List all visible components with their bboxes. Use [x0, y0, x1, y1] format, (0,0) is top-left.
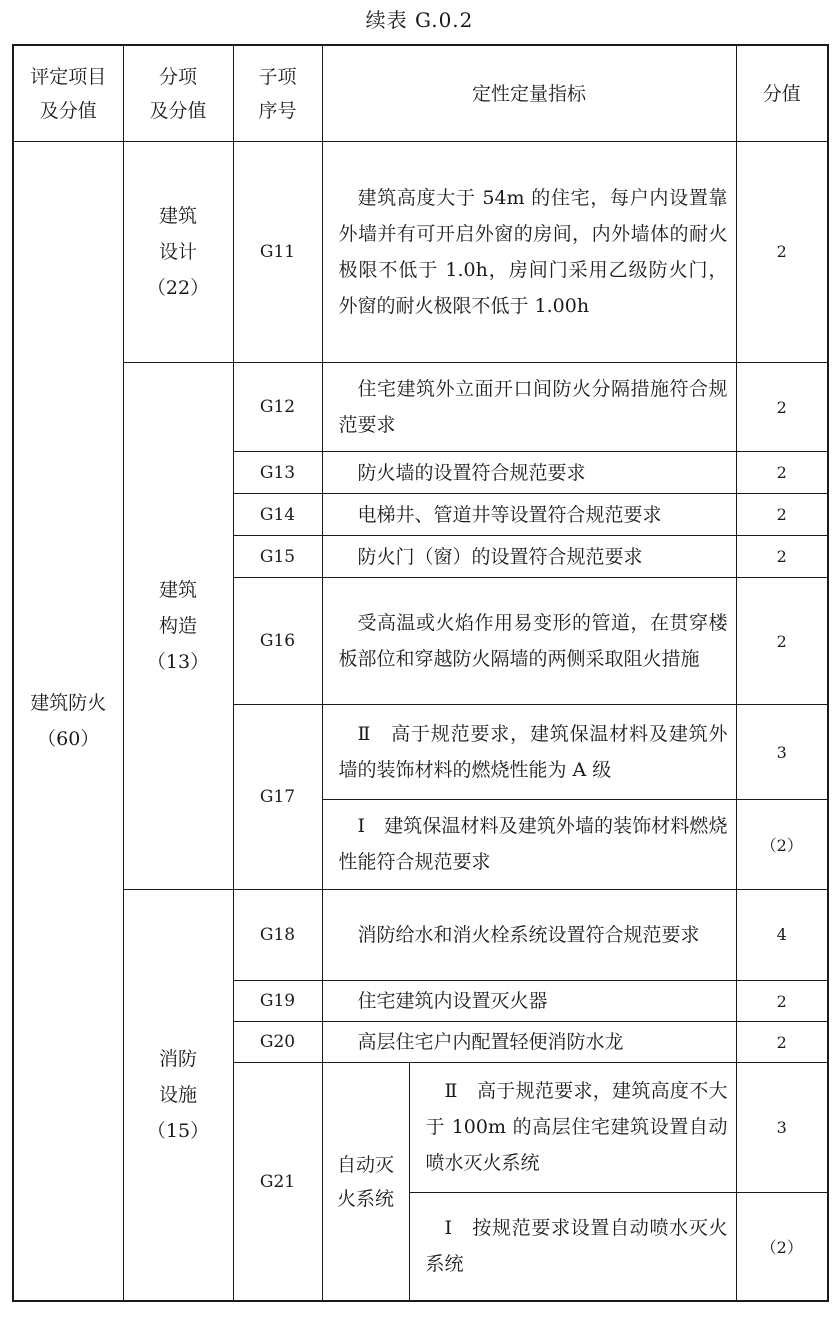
score-g17-level-1: （2） — [736, 800, 828, 889]
header-indicator: 定性定量指标 — [322, 45, 736, 142]
code-g13: G13 — [233, 452, 322, 494]
code-g20: G20 — [233, 1022, 322, 1063]
code-g17: G17 — [233, 704, 322, 889]
table-row — [13, 889, 828, 980]
score-g20: 2 — [736, 1022, 828, 1063]
indicator-g17-level-2: Ⅱ 高于规范要求，建筑保温材料及建筑外墙的装饰材料的燃烧性能为 A 级 — [322, 704, 736, 800]
indicator-g16: 受高温或火焰作用易变形的管道，在贯穿楼板部位和穿越防火隔墙的两侧采取阻火措施 — [322, 578, 736, 704]
code-g15: G15 — [233, 536, 322, 578]
g21-sublabel: 自动灭 火系统 — [322, 1063, 409, 1301]
header-seq: 子项 序号 — [233, 45, 322, 142]
indicator-g20: 高层住宅户内配置轻便消防水龙 — [322, 1022, 736, 1063]
score-g11: 2 — [736, 142, 828, 363]
item-cell: 建筑防火 （60） — [13, 142, 123, 1301]
code-g11: G11 — [233, 142, 322, 363]
code-g18: G18 — [233, 889, 322, 980]
score-g12: 2 — [736, 362, 828, 451]
indicator-g17-level-1: Ⅰ 建筑保温材料及建筑外墙的装饰材料燃烧性能符合规范要求 — [322, 800, 736, 889]
evaluation-table — [12, 44, 829, 1302]
code-g12: G12 — [233, 362, 322, 451]
group-construction-cell: 建筑 构造 （13） — [123, 362, 233, 889]
header-item: 评定项目 及分值 — [13, 45, 123, 142]
indicator-g21-level-1: Ⅰ 按规范要求设置自动喷水灭火系统 — [409, 1192, 736, 1301]
group-design-cell: 建筑 设计 （22） — [123, 142, 233, 363]
table-row — [13, 362, 828, 451]
indicator-g21-level-2: Ⅱ 高于规范要求，建筑高度不大于 100m 的高层住宅建筑设置自动喷水灭火系统 — [409, 1063, 736, 1192]
score-g15: 2 — [736, 536, 828, 578]
score-g17-level-2: 3 — [736, 704, 828, 800]
group-facilities-cell: 消防 设施 （15） — [123, 889, 233, 1301]
indicator-g14: 电梯井、管道井等设置符合规范要求 — [322, 494, 736, 536]
table-caption: 续表 G.0.2 — [365, 8, 474, 32]
score-g16: 2 — [736, 578, 828, 704]
header-subitem: 分项 及分值 — [123, 45, 233, 142]
score-g19: 2 — [736, 981, 828, 1022]
indicator-g18: 消防给水和消火栓系统设置符合规范要求 — [322, 889, 736, 980]
code-g21: G21 — [233, 1063, 322, 1301]
table-row — [13, 142, 828, 363]
score-g21-level-1: （2） — [736, 1192, 828, 1301]
indicator-g11: 建筑高度大于 54m 的住宅，每户内设置靠外墙并有可开启外窗的房间，内外墙体的耐火极限不低于 1.0h，房间门采用乙级防火门，外窗的耐火极限不低于 1.00h — [322, 142, 736, 363]
header-score: 分值 — [736, 45, 828, 142]
code-g14: G14 — [233, 494, 322, 536]
header-row — [13, 45, 828, 142]
score-g21-level-2: 3 — [736, 1063, 828, 1192]
indicator-g13: 防火墙的设置符合规范要求 — [322, 452, 736, 494]
score-g14: 2 — [736, 494, 828, 536]
score-g18: 4 — [736, 889, 828, 980]
score-g13: 2 — [736, 452, 828, 494]
indicator-g19: 住宅建筑内设置灭火器 — [322, 981, 736, 1022]
indicator-g15: 防火门（窗）的设置符合规范要求 — [322, 536, 736, 578]
indicator-g12: 住宅建筑外立面开口间防火分隔措施符合规范要求 — [322, 362, 736, 451]
code-g19: G19 — [233, 981, 322, 1022]
code-g16: G16 — [233, 578, 322, 704]
